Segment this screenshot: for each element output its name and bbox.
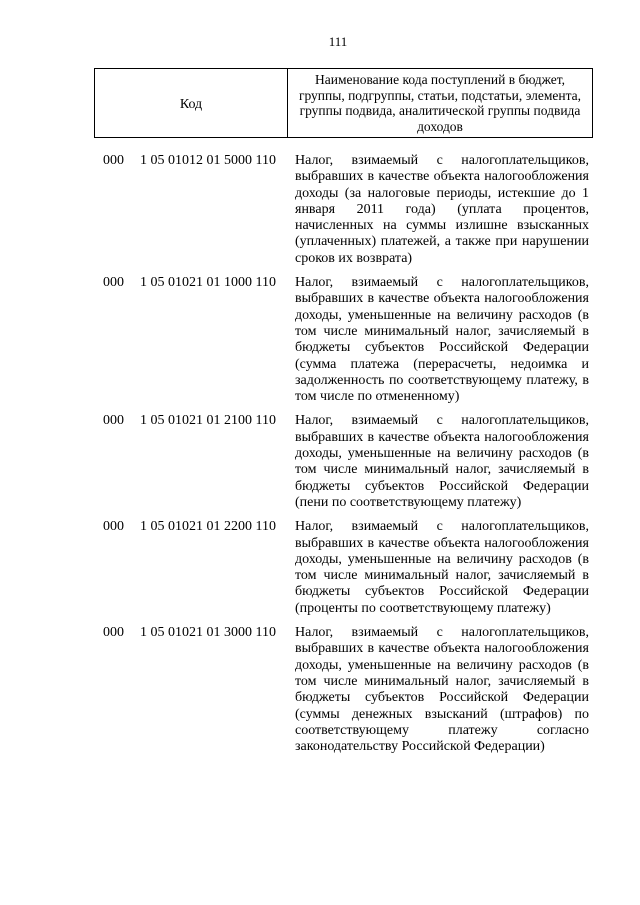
income-code: 1 05 01021 01 3000 110	[140, 625, 276, 641]
income-code: 1 05 01012 01 5000 110	[140, 153, 276, 168]
header-code-column: Код	[95, 69, 288, 137]
table-row	[0, 153, 640, 267]
admin-code: 000	[103, 413, 124, 429]
table-body	[0, 153, 640, 763]
admin-code: 000	[103, 275, 124, 291]
income-description: Налог, взимаемый с налогоплательщиков, выбравших в качестве объекта налогообложения доходы, уменьшенные на величину расходов (в том числе минимальный налог, зачисляемый в бюджеты субъектов Российской Федерации (проценты по соответствующему платежу)	[295, 519, 589, 616]
admin-code: 000	[103, 153, 124, 168]
table-row	[0, 413, 640, 511]
table-row	[0, 625, 640, 755]
income-code: 1 05 01021 01 2100 110	[140, 413, 276, 429]
income-description: Налог, взимаемый с налогоплательщиков, выбравших в качестве объекта налогообложения доходы, уменьшенные на величину расходов (в том числе минимальный налог, зачисляемый в бюджеты субъектов Российской Федерации (пени по соответствующему платежу)	[295, 413, 589, 510]
table-row	[0, 275, 640, 405]
income-code: 1 05 01021 01 1000 110	[140, 275, 276, 291]
table-row	[0, 519, 640, 617]
header-name-column: Наименование кода поступлений в бюджет, группы, подгруппы, статьи, подстатьи, элемента, группы подвида, аналитической группы подвида доходов	[298, 72, 582, 134]
income-description: Налог, взимаемый с налогоплательщиков, выбравших в качестве объекта налогообложения доходы, уменьшенные на величину расходов (в том числе минимальный налог, зачисляемый в бюджеты субъектов Российской Федерации (суммы денежных взысканий (штрафов) по соответствующему платежу согласно законодательству Российской Федерации)	[295, 625, 589, 755]
admin-code: 000	[103, 519, 124, 535]
page-number: 111	[328, 34, 348, 49]
table-header	[94, 68, 593, 138]
income-description: Налог, взимаемый с налогоплательщиков, выбравших в качестве объекта налогообложения доходы (за налоговые периоды, истекшие до 1 января 2011 года) (уплата процентов, начисленных на суммы излишне взысканных (уплаченных) платежей, а также при нарушении сроков их возврата)	[295, 153, 589, 266]
income-code: 1 05 01021 01 2200 110	[140, 519, 276, 535]
income-description: Налог, взимаемый с налогоплательщиков, выбравших в качестве объекта налогообложения доходы, уменьшенные на величину расходов (в том числе минимальный налог, зачисляемый в бюджеты субъектов Российской Федерации (сумма платежа (перерасчеты, недоимка и задолженность по соответствующему платежу, в том числе по отмененному)	[295, 275, 589, 405]
admin-code: 000	[103, 625, 124, 641]
